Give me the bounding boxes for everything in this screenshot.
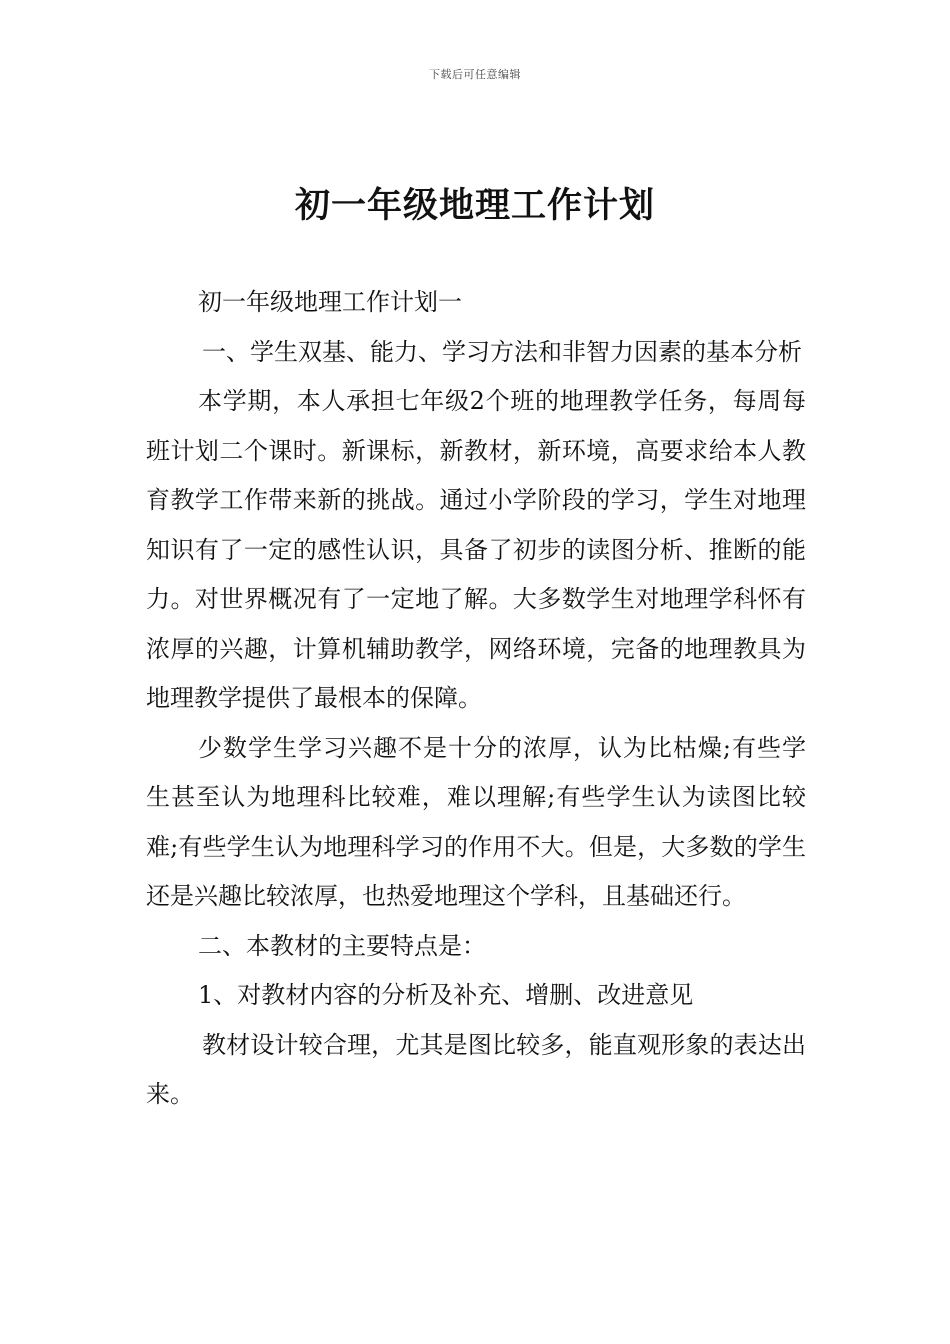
paragraph-section-2-heading: 二、本教材的主要特点是： <box>198 931 486 960</box>
paragraph-body: 少数学生学习兴趣不是十分的浓厚，认为比枯燥;有些学生甚至认为地理科比较难，难以理解;有些学生认为读图比较难;有些学生认为地理科学习的作用不大。但是，大多数的学生还是兴趣比较浓厚，也热爱地理这个学科，且基础还行。 <box>146 733 806 910</box>
document-body <box>146 278 806 1120</box>
document-title: 初一年级地理工作计划 <box>294 186 655 226</box>
header-note: 下载后可任意编辑 <box>429 68 521 81</box>
paragraph-subtitle: 初一年级地理工作计划一 <box>198 288 462 316</box>
paragraph-body: 教材设计较合理，尤其是图比较多，能直观形象的表达出来。 <box>146 1030 806 1108</box>
paragraph-body: 本学期，本人承担七年级2个班的地理教学任务，每周每班计划二个课时。新课标，新教材，新环境，高要求给本人教育教学工作带来新的挑战。通过小学阶段的学习，学生对地理知识有了一定的感性认识，具备了初步的读图分析、推断的能力。对世界概况有了一定地了解。大多数学生对地理学科怀有浓厚的兴趣，计算机辅助教学，网络环境，完备的地理教具为地理教学提供了最根本的保障。 <box>146 387 806 712</box>
paragraph-subheading: 1、对教材内容的分析及补充、增删、改进意见 <box>198 981 694 1009</box>
paragraph-section-1-heading: 一、学生双基、能力、学习方法和非智力因素的基本分析 <box>202 337 802 366</box>
